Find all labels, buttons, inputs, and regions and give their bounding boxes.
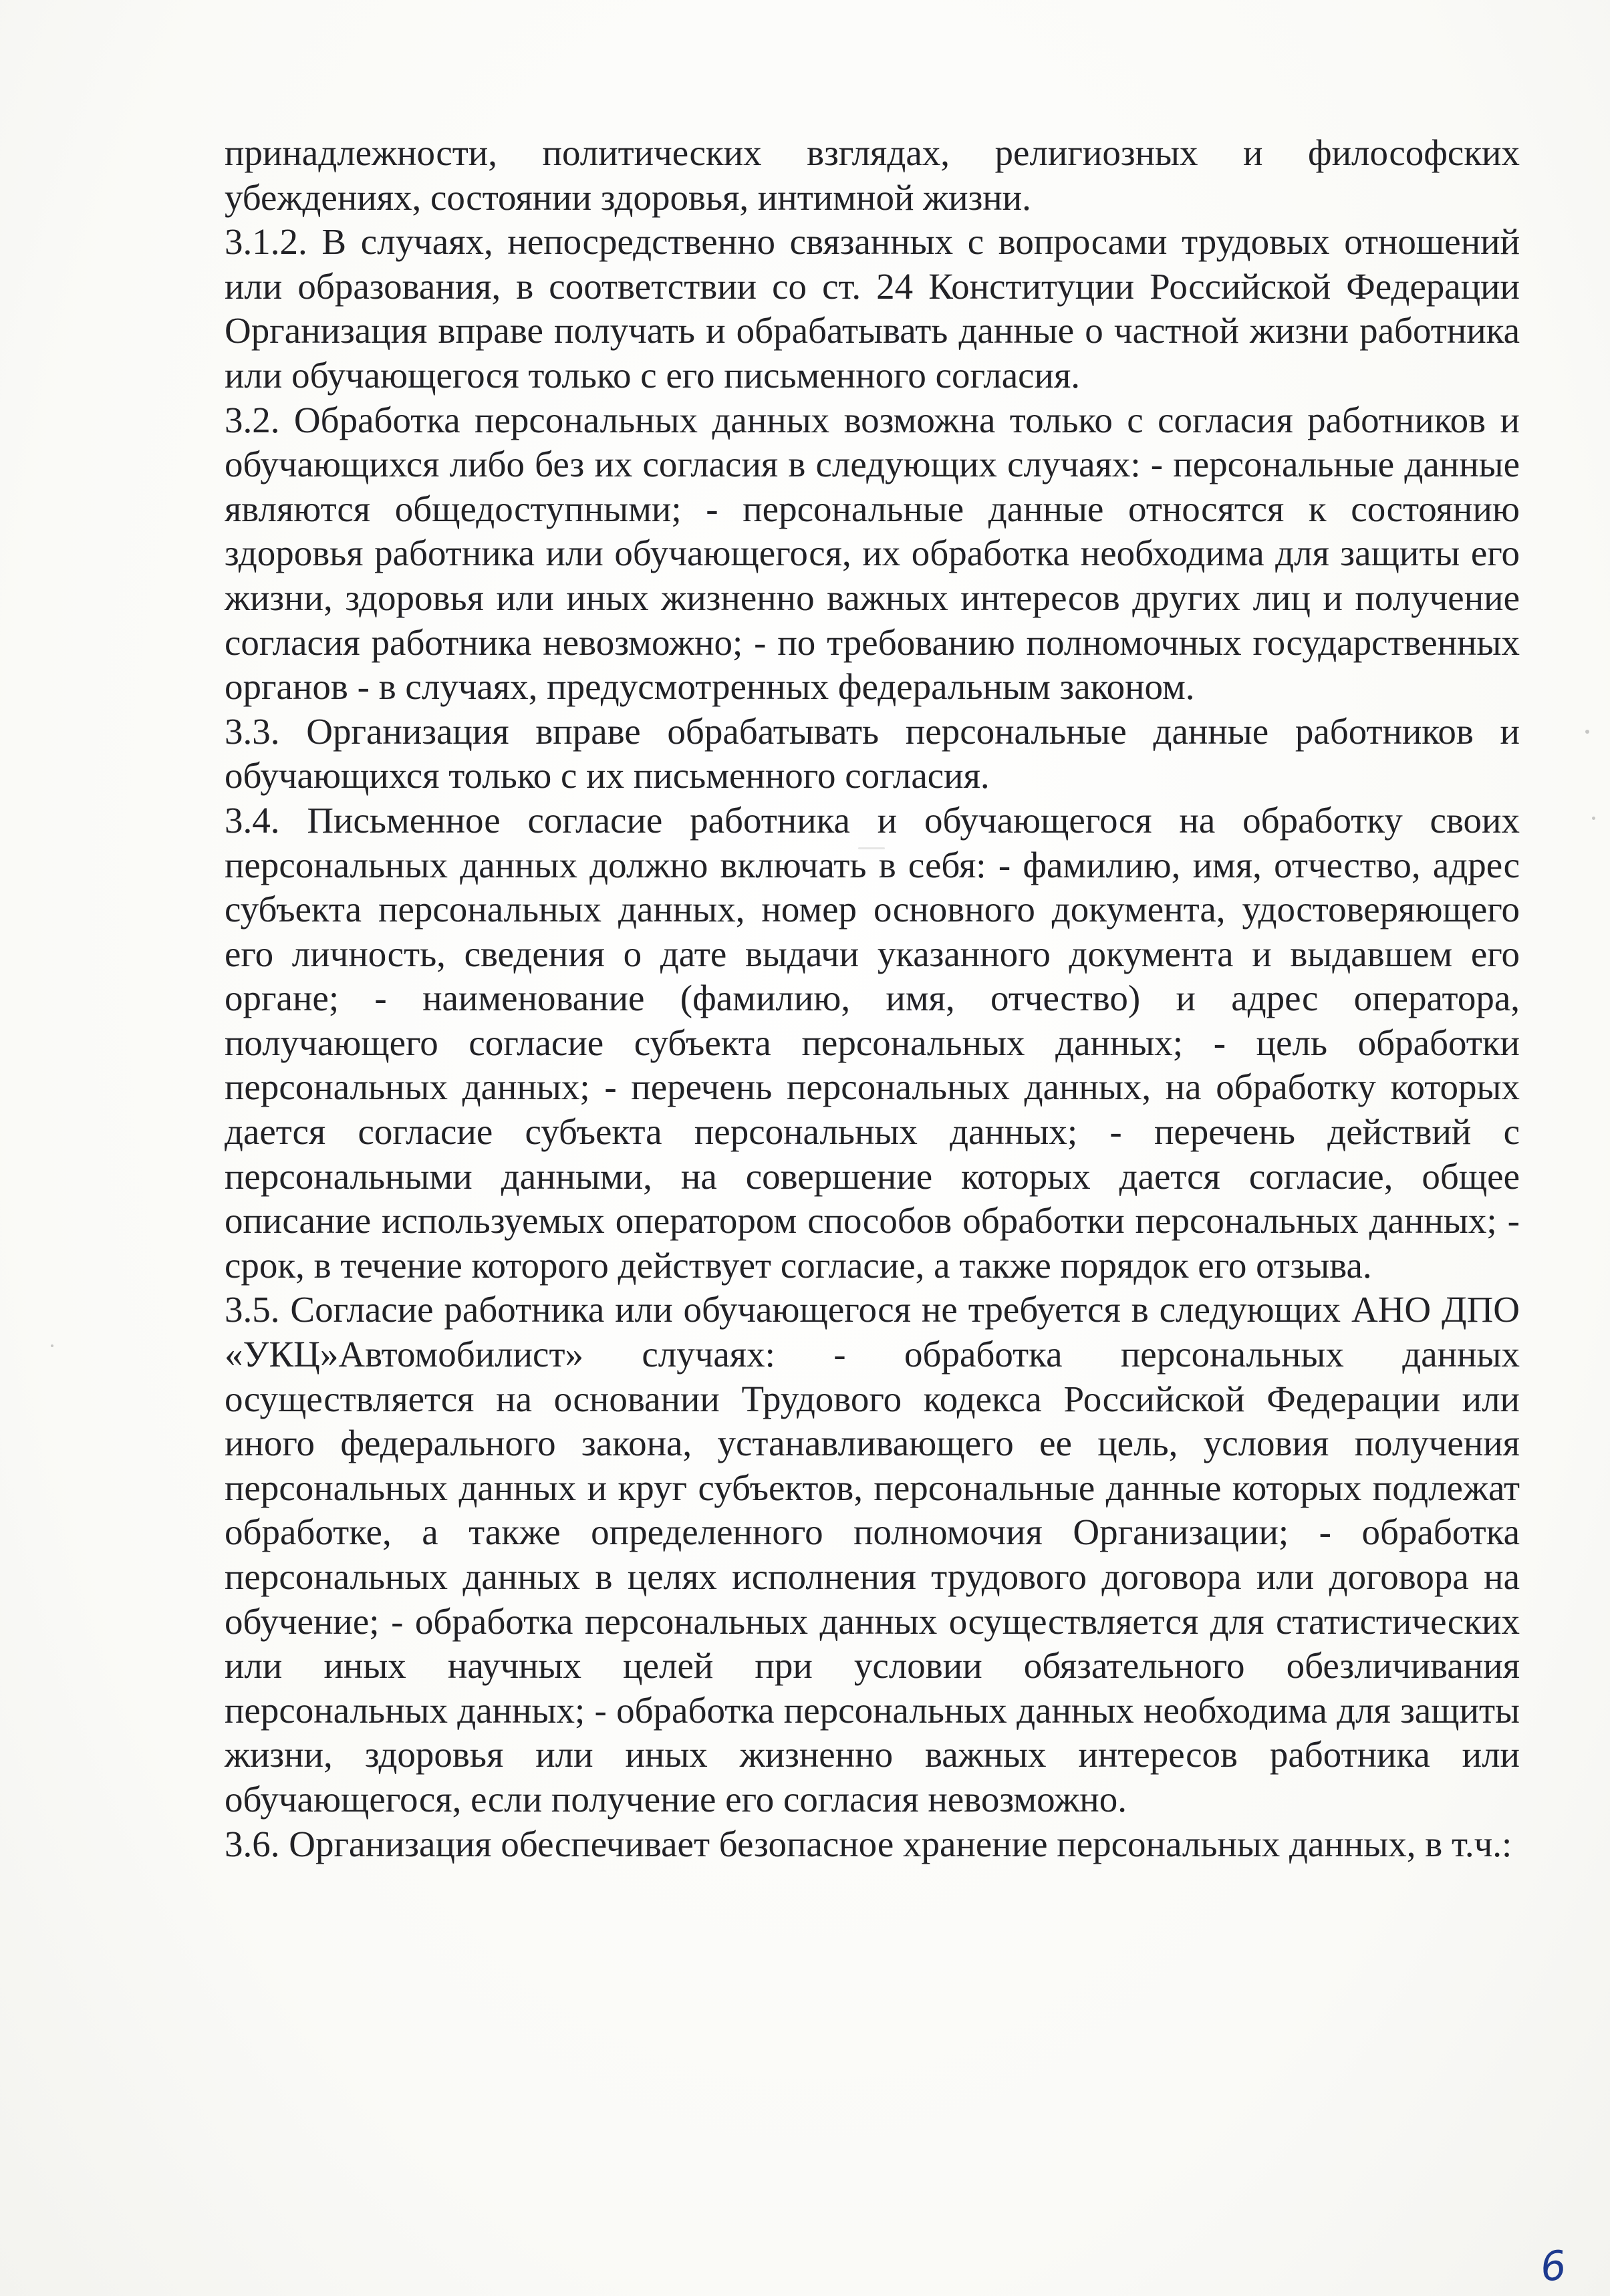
paragraph-3-2: 3.2. Обработка персональных данных возможна только с согласия работников и обучающихся либо без их согласия в следующих случаях: - персональные данные являются общедоступными; - персональные данные относятся к состоянию здоровья работника или обучающегося, их обработка необходима для защиты его жизни, здоровья или иных жизненно важных интересов других лиц и получение согласия работника невозможно; - по требованию полномочных государственных органов - в случаях, предусмотренных федеральным законом.	[225, 399, 1520, 708]
paragraph-3-1-1-continuation: принадлежности, политических взглядах, религиозных и философских убеждениях, состоянии здоровья, интимной жизни.	[225, 132, 1520, 218]
paragraph-3-1-2: 3.1.2. В случаях, непосредственно связанных с вопросами трудовых отношений или образования, в соответствии со ст. 24 Конституции Российской Федерации Организация вправе получать и обрабатывать данные о частной жизни работника или обучающегося только с его письменного согласия.	[225, 221, 1520, 396]
scan-speck	[1592, 817, 1595, 820]
paragraph-3-3: 3.3. Организация вправе обрабатывать персональные данные работников и обучающихся только с их письменного согласия.	[225, 710, 1520, 797]
paragraph-3-6: 3.6. Организация обеспечивает безопасное хранение персональных данных, в т.ч.:	[225, 1823, 1512, 1864]
document-body	[225, 131, 1520, 1866]
scan-speck	[51, 1344, 53, 1347]
paragraph-3-5: 3.5. Согласие работника или обучающегося не требуется в следующих АНО ДПО «УКЦ»Автомобилист» случаях: - обработка персональных данных осуществляется на основании Трудового кодекса Российской Федерации или иного федерального закона, устанавливающего ее цель, условия получения персональных данных и круг субъектов, персональные данные которых подлежат обработке, а также определенного полномочия Организации; - обработка персональных данных в целях исполнения трудового договора или договора на обучение; - обработка персональных данных осуществляется для статистических или иных научных целей при условии обязательного обезличивания персональных данных; - обработка персональных данных необходима для защиты жизни, здоровья или иных жизненно важных интересов работника или обучающегося, если получение его согласия невозможно.	[225, 1289, 1520, 1820]
handwritten-page-number: 6	[1538, 2242, 1569, 2291]
paragraph-3-4: 3.4. Письменное согласие работника и обучающегося на обработку своих персональных данных должно включать в себя: - фамилию, имя, отчество, адрес субъекта персональных данных, номер основного документа, удостоверяющего его личность, сведения о дате выдачи указанного документа и выдавшем его органе; - наименование (фамилию, имя, отчество) и адрес оператора, получающего согласие субъекта персональных данных; - цель обработки персональных данных; - перечень персональных данных, на обработку которых дается согласие субъекта персональных данных; - перечень действий с персональными данными, на совершение которых дается согласие, общее описание используемых оператором способов обработки персональных данных; - срок, в течение которого действует согласие, а также порядок его отзыва.	[225, 799, 1520, 1286]
scan-speck	[1585, 730, 1589, 734]
scan-speck	[858, 847, 885, 849]
